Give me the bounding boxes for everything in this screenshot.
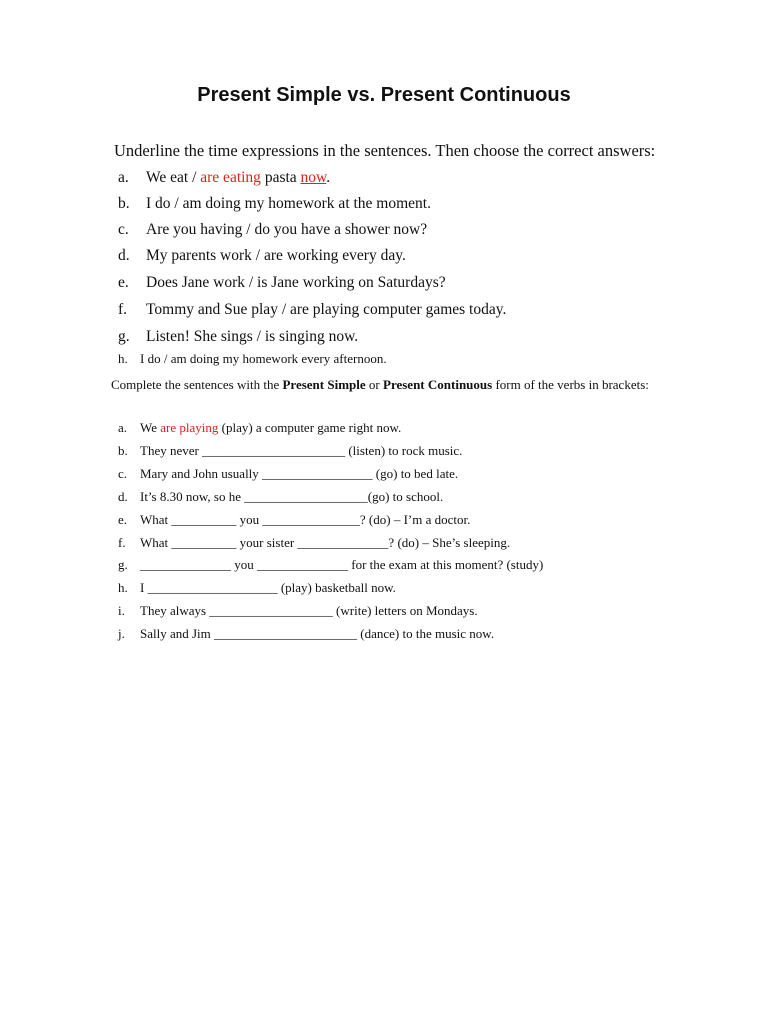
item-label: h. bbox=[118, 580, 128, 595]
exercise-1-item bbox=[118, 328, 358, 346]
item-label: c. bbox=[118, 466, 128, 481]
item-label: c. bbox=[118, 221, 129, 238]
exercise-2-item bbox=[118, 603, 478, 619]
item-label: h. bbox=[118, 351, 128, 366]
instruction-text: Complete the sentences with the bbox=[111, 377, 283, 392]
exercise-1-item bbox=[118, 221, 427, 239]
item-text: They always ___________________ (write) letters on Mondays. bbox=[140, 603, 478, 618]
item-text: . bbox=[326, 169, 331, 186]
item-text: I do / am doing my homework at the moment. bbox=[146, 195, 431, 212]
exercise-2-item bbox=[118, 466, 458, 482]
exercise-2-item bbox=[118, 580, 396, 596]
item-label: f. bbox=[118, 301, 128, 318]
item-text: Listen! She sings / is singing now. bbox=[146, 328, 359, 345]
exercise-2-item bbox=[118, 489, 443, 505]
exercise-2-item bbox=[118, 420, 401, 436]
item-text: Sally and Jim ______________________ (dance) to the music now. bbox=[140, 626, 495, 641]
item-label: e. bbox=[118, 274, 129, 291]
page-title: Present Simple vs. Present Continuous bbox=[197, 84, 571, 106]
item-text: We eat / bbox=[146, 169, 201, 186]
item-label: j. bbox=[118, 626, 125, 641]
item-text: What __________ you _______________? (do) – I’m a doctor. bbox=[140, 512, 471, 527]
item-text: (play) a computer game right now. bbox=[218, 420, 402, 435]
item-text: It’s 8.30 now, so he ___________________(go) to school. bbox=[140, 489, 444, 504]
item-text: My parents work / are working every day. bbox=[146, 247, 406, 264]
exercise-2-item bbox=[118, 512, 470, 528]
exercise-2-item bbox=[118, 535, 510, 551]
item-label: d. bbox=[118, 489, 128, 504]
time-expression: now bbox=[300, 169, 327, 186]
exercise-1-instruction: Underline the time expressions in the sentences. Then choose the correct answers: bbox=[114, 141, 656, 160]
instruction-bold: Present Continuous bbox=[383, 377, 493, 392]
exercise-2-item bbox=[118, 443, 462, 459]
item-text: Mary and John usually _________________ (go) to bed late. bbox=[140, 466, 459, 481]
item-text: Are you having / do you have a shower now? bbox=[146, 221, 428, 238]
exercise-1-item bbox=[118, 169, 330, 187]
exercise-1-item bbox=[118, 301, 506, 319]
exercise-1-item bbox=[118, 274, 446, 292]
item-text: I ____________________ (play) basketball now. bbox=[140, 580, 396, 595]
exercise-1-item bbox=[118, 351, 387, 367]
item-text: I do / am doing my homework every afternoon. bbox=[140, 351, 387, 366]
item-text: We bbox=[140, 420, 161, 435]
item-text: pasta bbox=[260, 169, 301, 186]
answer-text: are eating bbox=[200, 169, 261, 186]
item-label: b. bbox=[118, 443, 128, 458]
item-label: e. bbox=[118, 512, 128, 527]
item-label: d. bbox=[118, 247, 130, 264]
item-text: Does Jane work / is Jane working on Saturdays? bbox=[146, 274, 446, 291]
instruction-text: or bbox=[365, 377, 383, 392]
item-label: b. bbox=[118, 195, 130, 212]
item-text: They never ______________________ (listen) to rock music. bbox=[140, 443, 463, 458]
item-text: ______________ you ______________ for the exam at this moment? (study) bbox=[140, 557, 544, 572]
exercise-2-item bbox=[118, 557, 543, 573]
item-text: What __________ your sister ______________? (do) – She’s sleeping. bbox=[140, 535, 511, 550]
item-label: g. bbox=[118, 557, 128, 572]
item-label: a. bbox=[118, 420, 128, 435]
instruction-text: form of the verbs in brackets: bbox=[492, 377, 649, 392]
instruction-bold: Present Simple bbox=[282, 377, 366, 392]
item-label: a. bbox=[118, 169, 129, 186]
exercise-2-item bbox=[118, 626, 494, 642]
exercise-2-instruction bbox=[111, 373, 671, 396]
item-label: g. bbox=[118, 328, 130, 345]
item-label: f. bbox=[118, 535, 126, 550]
item-text: Tommy and Sue play / are playing computer games today. bbox=[146, 301, 507, 318]
exercise-1-item bbox=[118, 247, 406, 265]
item-label: i. bbox=[118, 603, 125, 618]
answer-text: are playing bbox=[160, 420, 219, 435]
exercise-1-item bbox=[118, 195, 431, 213]
